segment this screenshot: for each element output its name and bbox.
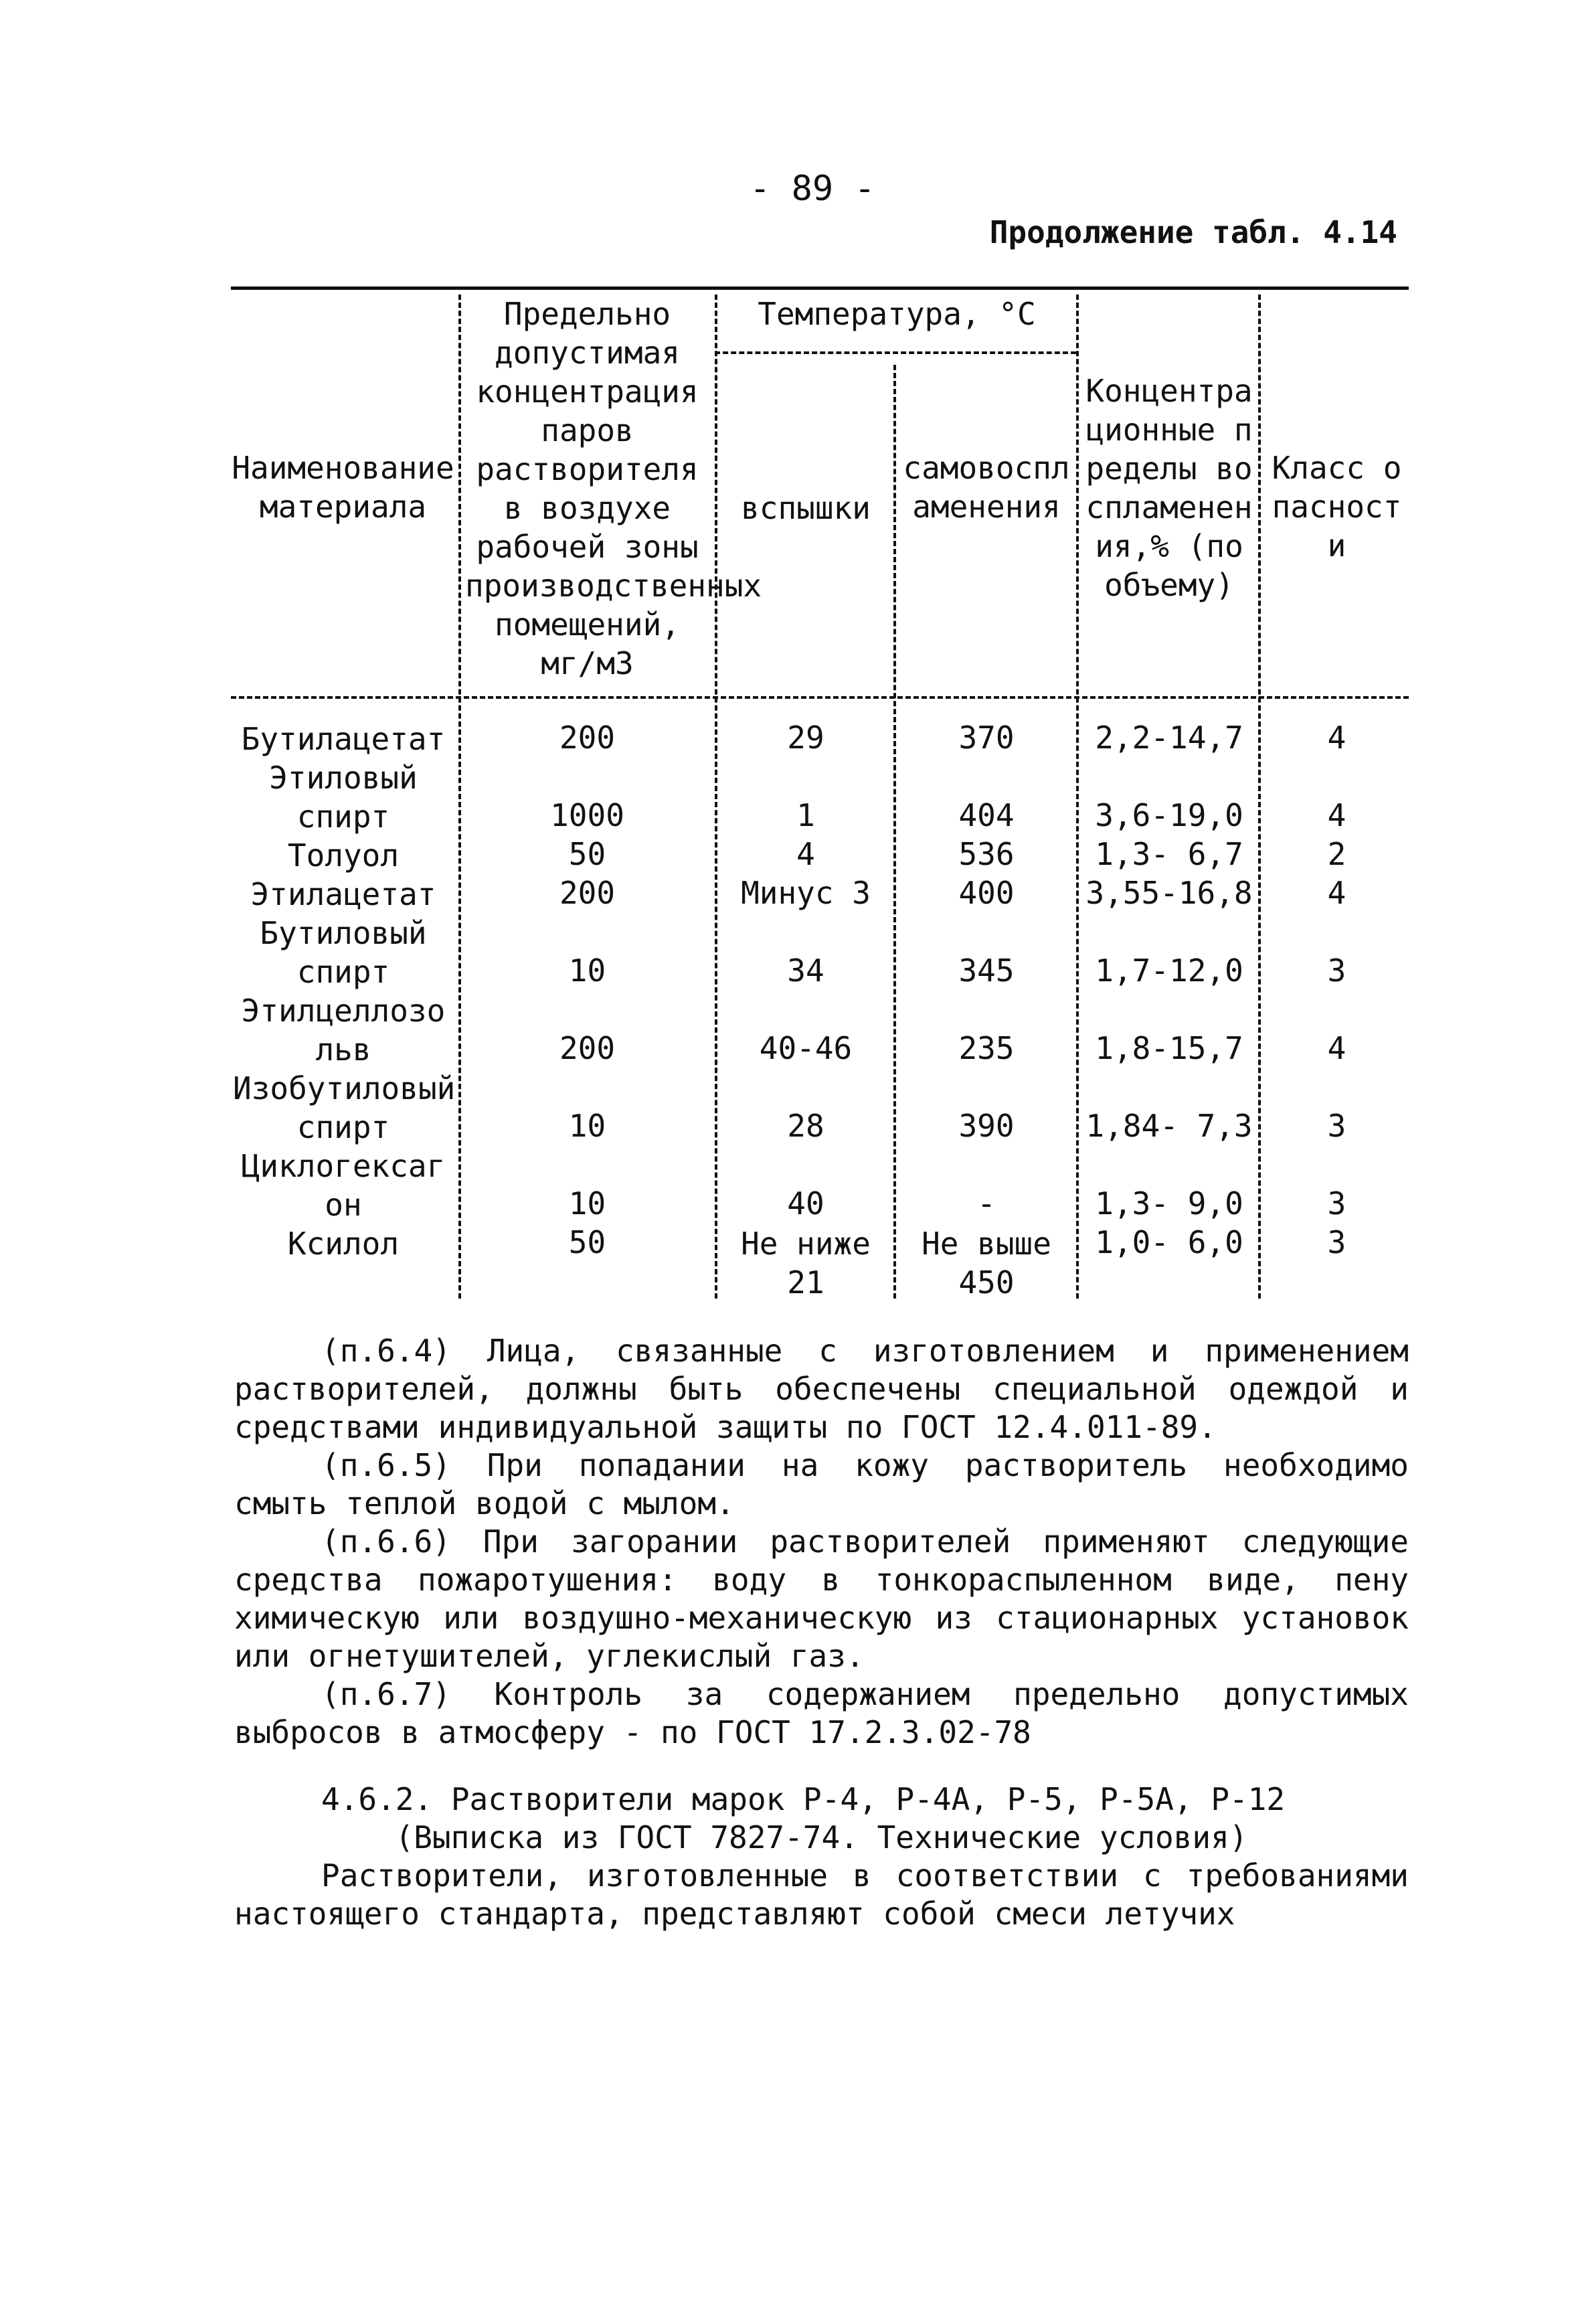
row-flash: 29 <box>787 720 824 756</box>
row-flash: 34 <box>787 952 824 989</box>
row-mpc: 50 <box>568 1224 606 1260</box>
header-hazard: Класс опасности <box>1272 450 1402 564</box>
row-limits: 1,84- 7,3 <box>1085 1108 1253 1144</box>
row-mpc: 50 <box>568 836 606 872</box>
section-title: 4.6.2. Растворители марок Р-4, Р-4А, Р-5, Р-5А, Р-12 <box>321 1781 1286 1817</box>
row-auto: 404 <box>958 797 1015 833</box>
row-limits: 1,0- 6,0 <box>1095 1224 1243 1260</box>
table-top-rule <box>231 286 1409 290</box>
column-divider <box>458 295 461 1299</box>
row-name: Бутилацетат <box>241 721 446 757</box>
column-divider <box>1258 295 1261 1299</box>
table-continuation-label: Продолжение табл. 4.14 <box>989 214 1397 250</box>
row-mpc: 10 <box>568 1108 606 1144</box>
row-limits: 1,3- 9,0 <box>1095 1185 1243 1222</box>
row-hazard: 2 <box>1327 836 1346 872</box>
row-mpc: 1000 <box>550 797 624 833</box>
paragraph: Растворители, изготовленные в соответствии с требованиями настоящего стандарта, представляют собой смеси летучих <box>234 1857 1409 1932</box>
paragraph: (п.6.7) Контроль за содержанием предельно допустимых выбросов в атмосферу - по ГОСТ 17.2.3.02-78 <box>234 1676 1409 1750</box>
row-auto: - <box>977 1185 996 1222</box>
row-auto: 390 <box>958 1108 1015 1144</box>
row-hazard: 3 <box>1327 1185 1346 1222</box>
row-hazard: 3 <box>1327 1108 1346 1144</box>
row-limits: 1,3- 6,7 <box>1095 836 1243 872</box>
row-name: Бутиловый спирт <box>260 915 427 990</box>
header-name: Наименование материала <box>232 450 454 525</box>
paragraph: (п.6.5) При попадании на кожу растворитель необходимо смыть теплой водой с мылом. <box>234 1447 1409 1521</box>
header-autoignition: самовоспламенения <box>903 450 1070 525</box>
row-hazard: 3 <box>1327 952 1346 989</box>
row-auto: 370 <box>958 720 1015 756</box>
row-flash: Минус 3 <box>741 875 871 911</box>
row-mpc: 10 <box>568 1185 606 1222</box>
row-hazard: 4 <box>1327 875 1346 911</box>
column-divider <box>1076 295 1079 1299</box>
row-auto: 235 <box>958 1030 1015 1066</box>
header-limits: Концентрационные пределы воспламенения,% (по объему) <box>1085 373 1253 603</box>
row-flash: 1 <box>796 797 815 833</box>
row-hazard: 4 <box>1327 720 1346 756</box>
row-limits: 1,8-15,7 <box>1095 1030 1243 1066</box>
header-flash: вспышки <box>741 490 871 526</box>
row-name: Изобутиловый спирт <box>233 1070 456 1145</box>
row-limits: 3,6-19,0 <box>1095 797 1243 833</box>
paragraph: (п.6.4) Лица, связанные с изготовлением и применением растворителей, должны быть обеспечены специальной одеждой и средствами индивидуальной защиты по ГОСТ 12.4.011-89. <box>234 1333 1409 1445</box>
row-name: Этилцеллозольв <box>241 993 446 1068</box>
row-auto: 536 <box>958 836 1015 872</box>
row-auto: 345 <box>958 952 1015 989</box>
row-flash: 40-46 <box>759 1030 853 1066</box>
row-mpc: 200 <box>559 1030 616 1066</box>
header-mpc: Предельно допустимая концентрация паров растворителя в воздухе рабочей зоны производственных помещений, мг/м3 <box>465 296 762 681</box>
header-temperature: Температура, °С <box>758 296 1036 332</box>
section-header <box>234 1780 1409 1933</box>
row-flash: 28 <box>787 1108 824 1144</box>
table-header-rule <box>231 696 1409 699</box>
row-auto: 400 <box>958 875 1015 911</box>
row-hazard: 4 <box>1327 1030 1346 1066</box>
row-name: Этилацетат <box>250 876 436 912</box>
page-number: - 89 - <box>750 169 875 209</box>
row-limits: 2,2-14,7 <box>1095 720 1243 756</box>
row-hazard: 4 <box>1327 797 1346 833</box>
row-limits: 3,55-16,8 <box>1085 875 1253 911</box>
row-mpc: 200 <box>559 875 616 911</box>
row-auto: Не выше 450 <box>922 1226 1051 1301</box>
row-name: Циклогексагон <box>241 1148 446 1223</box>
row-name: Этиловый спирт <box>269 760 418 835</box>
column-divider <box>893 365 896 1299</box>
row-mpc: 10 <box>568 952 606 989</box>
row-flash: 4 <box>796 836 815 872</box>
row-name: Толуол <box>287 837 400 874</box>
row-flash: Не ниже 21 <box>741 1226 871 1301</box>
paragraph: (п.6.6) При загорании растворителей применяют следующие средства пожаротушения: воду в тонкораспыленном виде, пену химическую или воздушно-механическую из стационарных установок или огнетушителей, углекислый газ. <box>234 1523 1409 1674</box>
row-flash: 40 <box>787 1185 824 1222</box>
row-name: Ксилол <box>287 1226 400 1262</box>
temperature-subrule <box>715 351 1076 354</box>
body-text <box>234 1332 1409 1752</box>
section-subtitle: (Выписка из ГОСТ 7827-74. Технические условия) <box>395 1819 1248 1855</box>
row-mpc: 200 <box>559 720 616 756</box>
row-hazard: 3 <box>1327 1224 1346 1260</box>
row-limits: 1,7-12,0 <box>1095 952 1243 989</box>
column-divider <box>715 295 717 1299</box>
